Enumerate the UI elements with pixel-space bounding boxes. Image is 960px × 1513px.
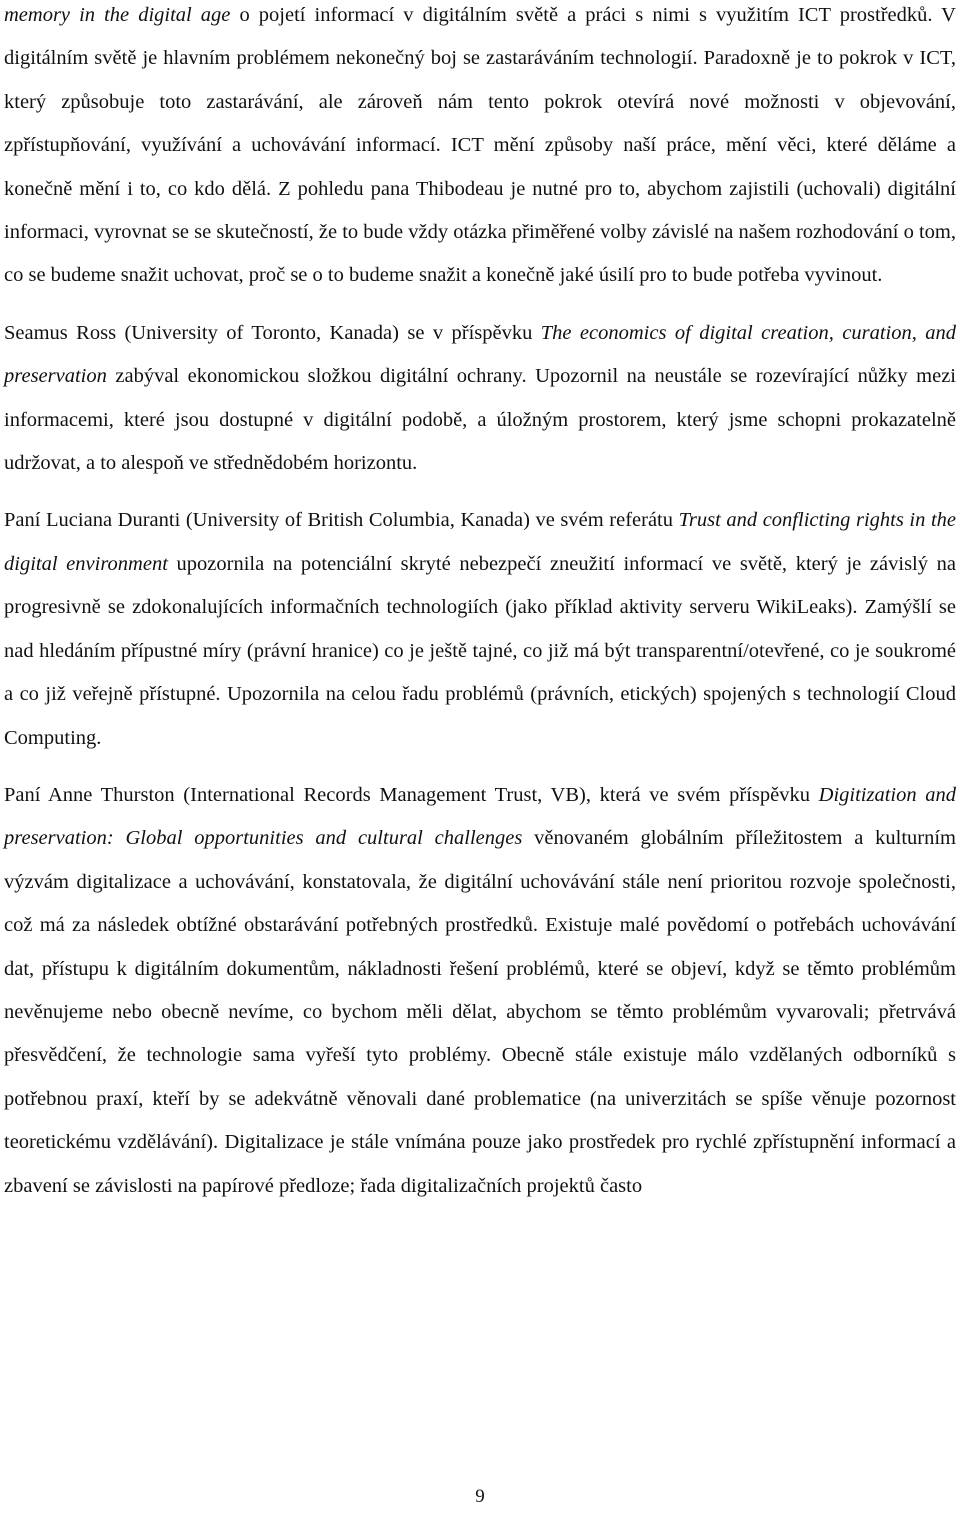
paragraph-text: o pojetí informací v digitálním světě a práci s nimi s využitím ICT prostředků. V digitálním světě je hlavním problémem nekonečný boj se zastaráváním technologií. Paradoxně je to pokrok v ICT, který způsobuje toto zastarávání, ale zároveň nám tento pokrok otevírá nové možnosti v objevování, zpřístupňování, využívání a uchovávání informací. ICT mění způsoby naší práce, mění věci, které děláme a konečně mění i to, co kdo dělá. Z pohledu pana Thibodeau je nutné pro to, abychom zajistili (uchovali) digitální informaci, vyrovnat se se skutečností, že to bude vždy otázka přiměřené volby závislé na našem rozhodování o tom, co se budeme snažit uchovat, proč se o to budeme snažit a konečně jaké úsilí pro to bude potřeba vyvinout. xyxy=(4,4,956,287)
paragraph-digital-age xyxy=(4,0,956,298)
paragraph-text: Paní Luciana Duranti (University of British Columbia, Kanada) ve svém referátu xyxy=(4,509,679,532)
paragraph-text: zabýval ekonomickou složkou digitální ochrany. Upozornil na neustále se rozevírající nůžky mezi informacemi, které jsou dostupné v digitální podobě, a úložným prostorem, který jsme schopni prokazatelně udržovat, a to alespoň ve střednědobém horizontu. xyxy=(4,365,956,475)
paragraph-text: upozornila na potenciální skryté nebezpečí zneužití informací ve světě, který je závislý na progresivně se zdokonalujících informačních technologiích (jako příklad aktivity serveru WikiLeaks). Zamýšlí se nad hledáním přípustné míry (právní hranice) co je ještě tajné, co již má být transparentní/otevřené, co je soukromé a co již veřejně přístupné. Upozornila na celou řadu problémů (právních, etických) spojených s technologií Cloud Computing. xyxy=(4,552,956,749)
paragraph-text: Seamus Ross (University of Toronto, Kanada) se v příspěvku xyxy=(4,321,541,344)
italic-title-digitization-preservation: Digitization and preservation: Global opportunities and cultural challenges xyxy=(4,783,956,850)
italic-title-memory-digital-age: memory in the digital age xyxy=(4,4,231,26)
paragraph-text: Paní Anne Thurston (International Records Management Trust, VB), která ve svém příspěvku xyxy=(4,783,819,806)
paragraph-luciana-duranti xyxy=(4,499,956,759)
paragraph-anne-thurston xyxy=(4,774,956,1208)
document-page xyxy=(4,0,956,1222)
paragraph-seamus-ross xyxy=(4,312,956,486)
italic-title-trust-conflicting-rights: Trust and conflicting rights in the digital environment xyxy=(4,509,956,575)
paragraph-text: věnovaném globálním příležitostem a kulturním výzvám digitalizace a uchovávání, konstatovala, že digitální uchovávání stále není prioritou rozvoje společnosti, což má za následek obtížné obstarávání potřebných prostředků. Existuje malé povědomí o potřebách uchovávání dat, přístupu k digitálním dokumentům, nákladnosti řešení problémů, které se objeví, když se těmto problémům nevěnujeme nebo obecně nevíme, co bychom měli dělat, abychom se těmto problémům vyvarovali; přetrvává přesvědčení, že technologie sama vyřeší tyto problémy. Obecně stále existuje málo vzdělaných odborníků s potřebnou praxí, kteří by se adekvátně věnovali dané problematice (na univerzitách se spíše věnuje pozornost teoretickému vzdělávání). Digitalizace je stále vnímána pouze jako prostředek pro rychlé zpřístupnění informací a zbavení se závislosti na papírové předloze; řada digitalizačních projektů často xyxy=(4,827,956,1197)
italic-title-economics-digital-creation: The economics of digital creation, curation, and preservation xyxy=(4,321,956,388)
page-number: 9 xyxy=(475,1486,485,1507)
